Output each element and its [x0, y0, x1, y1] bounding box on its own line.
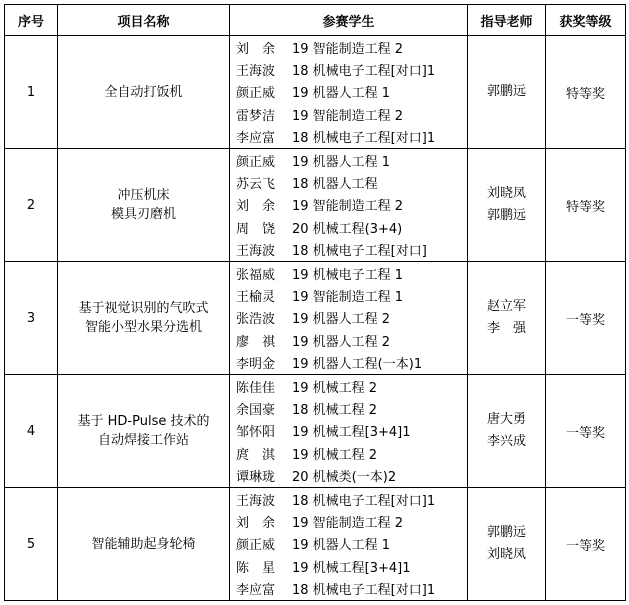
student-name: 颜正威	[236, 154, 276, 170]
student-entry	[236, 420, 467, 442]
student-major: 19 智能制造工程 2	[292, 108, 404, 124]
student-name: 王海波	[236, 493, 276, 509]
teacher-name: 李 强	[486, 321, 526, 336]
teacher-name: 赵立军	[486, 299, 526, 314]
row-index: 2	[5, 149, 58, 262]
project-name-line: 自动焊接工作站	[97, 433, 189, 448]
student-entry	[236, 239, 467, 261]
project-name-line: 智能辅助起身轮椅	[91, 536, 196, 552]
student-name: 颜正威	[236, 538, 276, 554]
student-entry	[236, 578, 467, 600]
student-major: 18 机械电子工程[对口]	[292, 244, 427, 260]
student-name: 李明金	[236, 357, 276, 373]
project-name	[58, 149, 230, 262]
student-name: 陈佳佳	[236, 380, 276, 396]
teacher-name: 刘晓凤	[486, 186, 526, 201]
student-entry	[236, 81, 467, 103]
student-entry	[236, 375, 467, 397]
student-major: 19 智能制造工程 2	[292, 199, 404, 215]
teacher-name: 刘晓凤	[486, 547, 526, 562]
student-major: 19 机械工程 2	[292, 380, 378, 396]
student-name: 王海波	[236, 244, 276, 260]
student-major: 19 机械电子工程 1	[292, 267, 404, 283]
student-name: 邹怀阳	[236, 425, 276, 441]
student-name: 谭琳珑	[236, 470, 276, 486]
student-entry	[236, 352, 467, 374]
student-major: 19 智能制造工程 2	[292, 516, 404, 532]
student-entry	[236, 488, 467, 510]
student-major: 19 机器人工程 1	[292, 538, 391, 554]
project-name-line: 冲压机床	[117, 188, 170, 203]
student-entry	[236, 442, 467, 464]
project-name	[58, 488, 230, 601]
student-name: 刘 余	[236, 199, 276, 215]
project-name-line: 基于视觉识别的气吹式	[78, 301, 209, 316]
row-index: 1	[5, 36, 58, 149]
student-major: 19 智能制造工程 1	[292, 290, 404, 306]
student-major: 19 机械工程[3+4]1	[292, 560, 411, 576]
student-name: 陈 星	[236, 560, 276, 576]
student-major: 18 机械工程 2	[292, 403, 378, 419]
teachers-cell	[468, 375, 546, 488]
project-name	[58, 36, 230, 149]
teachers-cell	[468, 36, 546, 149]
row-index: 5	[5, 488, 58, 601]
student-entry	[236, 103, 467, 125]
award-level: 一等奖	[546, 375, 626, 488]
students-cell	[230, 36, 468, 149]
project-name-line: 基于 HD-Pulse 技术的	[77, 414, 210, 429]
teachers-cell	[468, 149, 546, 262]
table-row	[5, 488, 626, 601]
student-name: 周 饶	[236, 221, 276, 237]
student-name: 苏云飞	[236, 177, 276, 193]
teacher-name: 李兴成	[486, 434, 526, 449]
student-name: 王榆灵	[236, 290, 276, 306]
student-entry	[236, 216, 467, 238]
project-name-line: 模具刃磨机	[110, 207, 176, 222]
row-index: 3	[5, 262, 58, 375]
student-major: 18 机械电子工程[对口]1	[292, 493, 436, 509]
student-name: 张福威	[236, 267, 276, 283]
award-level: 特等奖	[546, 36, 626, 149]
student-major: 19 机器人工程 2	[292, 334, 391, 350]
student-name: 余国豪	[236, 403, 276, 419]
student-name: 刘 余	[236, 41, 276, 57]
student-major: 19 机器人工程 1	[292, 86, 391, 102]
award-level: 一等奖	[546, 262, 626, 375]
student-major: 19 智能制造工程 2	[292, 41, 404, 57]
student-major: 19 机器人工程 1	[292, 154, 391, 170]
header-students: 参赛学生	[230, 5, 468, 36]
header-index: 序号	[5, 5, 58, 36]
teachers-cell	[468, 488, 546, 601]
student-major: 20 机械类(一本)2	[292, 470, 397, 486]
student-name: 张浩波	[236, 312, 276, 328]
students-cell	[230, 375, 468, 488]
student-entry	[236, 397, 467, 419]
teacher-name: 郭鹏远	[486, 525, 526, 540]
student-major: 18 机械电子工程[对口]1	[292, 131, 436, 147]
awards-table	[4, 4, 626, 601]
students-cell	[230, 149, 468, 262]
teacher-name: 唐大勇	[486, 412, 526, 427]
student-entry	[236, 465, 467, 487]
students-cell	[230, 262, 468, 375]
student-entry	[236, 329, 467, 351]
student-entry	[236, 36, 467, 58]
project-name	[58, 262, 230, 375]
table-row	[5, 262, 626, 375]
student-major: 19 机器人工程 2	[292, 312, 391, 328]
student-entry	[236, 149, 467, 171]
student-name: 王海波	[236, 64, 276, 80]
student-name: 廖 祺	[236, 334, 276, 350]
header-teachers: 指导老师	[468, 5, 546, 36]
table-row	[5, 149, 626, 262]
project-name-line: 智能小型水果分选机	[84, 320, 202, 335]
teacher-name: 郭鹏远	[486, 208, 526, 223]
student-name: 庹 淇	[236, 447, 276, 463]
student-entry	[236, 171, 467, 193]
student-entry	[236, 58, 467, 80]
student-name: 雷梦洁	[236, 108, 276, 124]
student-entry	[236, 284, 467, 306]
row-index: 4	[5, 375, 58, 488]
student-entry	[236, 194, 467, 216]
student-name: 李应富	[236, 583, 276, 599]
header-row	[5, 5, 626, 36]
student-major: 20 机械工程(3+4)	[292, 221, 403, 237]
table-row	[5, 375, 626, 488]
student-major: 18 机器人工程	[292, 177, 378, 193]
student-major: 18 机械电子工程[对口]1	[292, 64, 436, 80]
student-entry	[236, 126, 467, 148]
student-entry	[236, 555, 467, 577]
header-project: 项目名称	[58, 5, 230, 36]
award-level: 一等奖	[546, 488, 626, 601]
student-major: 19 机器人工程(一本)1	[292, 357, 423, 373]
student-entry	[236, 510, 467, 532]
student-entry	[236, 262, 467, 284]
student-major: 19 机械工程[3+4]1	[292, 425, 411, 441]
table-row	[5, 36, 626, 149]
student-major: 18 机械电子工程[对口]1	[292, 583, 436, 599]
teacher-name: 郭鹏远	[486, 84, 526, 99]
student-name: 刘 余	[236, 516, 276, 532]
project-name-line: 全自动打饭机	[104, 84, 183, 100]
student-entry	[236, 307, 467, 329]
student-name: 李应富	[236, 131, 276, 147]
teachers-cell	[468, 262, 546, 375]
project-name	[58, 375, 230, 488]
student-major: 19 机械工程 2	[292, 447, 378, 463]
student-name: 颜正威	[236, 86, 276, 102]
students-cell	[230, 488, 468, 601]
student-entry	[236, 533, 467, 555]
header-award: 获奖等级	[546, 5, 626, 36]
award-level: 特等奖	[546, 149, 626, 262]
